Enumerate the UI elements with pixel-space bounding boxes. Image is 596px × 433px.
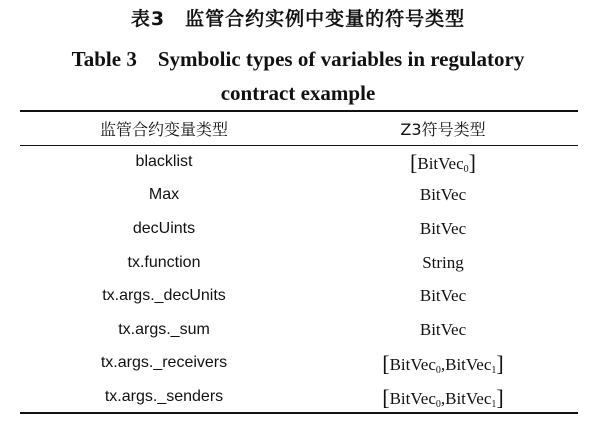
type-subscript: 1: [491, 398, 497, 410]
z3-type-cell: String: [422, 252, 464, 272]
variable-name-cell: tx.args._decUnits: [102, 287, 226, 305]
type-base: BitVec: [417, 153, 464, 173]
table-caption-english: [0, 42, 596, 110]
open-bracket: [: [410, 149, 418, 175]
header-z3-symbol-type: Z3符号类型: [400, 120, 486, 139]
variable-name-cell: blacklist: [135, 152, 193, 170]
type-subscript: 0: [435, 365, 441, 377]
variable-name-cell: tx.args._receivers: [100, 354, 228, 372]
z3-type-cell: [BitVec$_0$,BitVec$_1$]: [382, 351, 504, 377]
close-bracket: ]: [496, 351, 504, 377]
table-caption-english-line-2: contract example: [220, 81, 376, 105]
open-bracket: [: [382, 351, 390, 377]
z3-type-cell: BitVec: [419, 319, 467, 339]
type-base: BitVec: [445, 388, 492, 408]
z3-type-cell: [308, 145, 578, 179]
z3-type-cell: [BitVec$_0$,BitVec$_1$]: [382, 384, 504, 410]
table-row: [20, 212, 578, 246]
symbolic-types-table: [20, 112, 578, 414]
open-bracket: [: [382, 384, 390, 410]
variable-name-cell: decUints: [132, 219, 196, 237]
header-variable-type: 监管合约变量类型: [99, 120, 228, 139]
close-bracket: ]: [496, 384, 504, 410]
type-base: BitVec: [445, 355, 492, 375]
table-row: [20, 246, 578, 280]
z3-type-cell: BitVec: [419, 286, 467, 306]
table-row: [20, 145, 578, 179]
table-row: [20, 179, 578, 213]
variable-name-cell: Max: [148, 186, 180, 204]
z3-type-cell: BitVec: [419, 218, 467, 238]
table-header-row: [20, 112, 578, 145]
variable-name-cell: tx.args._sum: [118, 320, 210, 338]
variable-name-cell: tx.args._senders: [104, 387, 224, 405]
table-caption-chinese: 表3 监管合约实例中变量的符号类型: [130, 8, 466, 30]
type-base: BitVec: [389, 388, 436, 408]
type-base: BitVec: [389, 355, 436, 375]
table-row: [20, 313, 578, 347]
z3-type-cell: BitVec: [419, 185, 467, 205]
table-row: [20, 380, 578, 414]
table-row: [20, 347, 578, 381]
table-row: [20, 279, 578, 313]
type-subscript: 0: [463, 163, 469, 175]
type-subscript: 1: [491, 365, 497, 377]
table-caption-english-line-1: Table 3 Symbolic types of variables in regulatory: [71, 47, 525, 71]
variable-name-cell: tx.function: [127, 253, 201, 271]
close-bracket: ]: [468, 149, 476, 175]
type-subscript: 0: [435, 398, 441, 410]
